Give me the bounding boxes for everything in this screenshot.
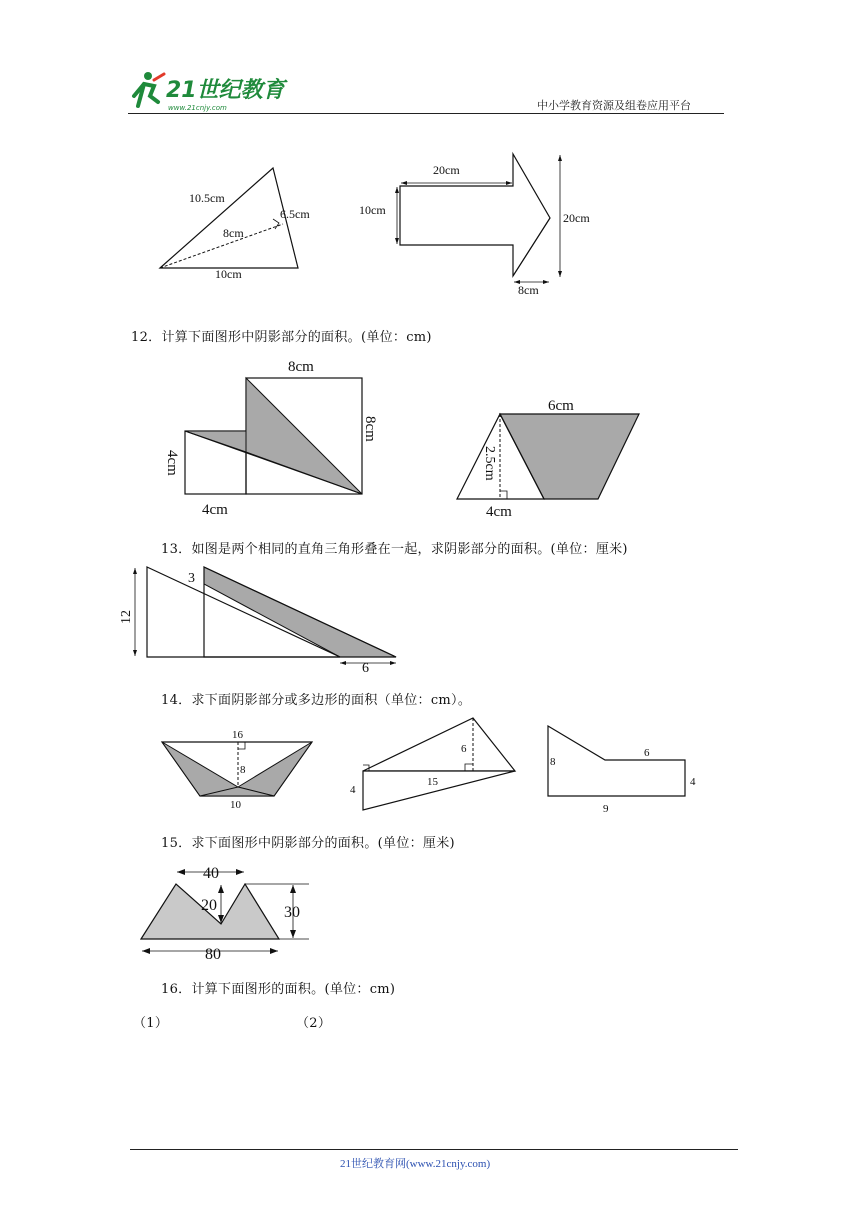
site-tagline: 中小学教育资源及组卷应用平台	[537, 99, 691, 112]
svg-text:4: 4	[350, 784, 356, 796]
question-16: 16．计算下面图形的面积。(单位：cm)	[161, 982, 396, 997]
svg-text:8: 8	[550, 756, 556, 768]
figure-q14-3	[540, 718, 705, 818]
figure-q14-1	[160, 724, 315, 814]
svg-text:6.5cm: 6.5cm	[280, 207, 310, 221]
site-logo	[128, 66, 298, 114]
svg-text:10.5cm: 10.5cm	[189, 191, 225, 205]
svg-text:8: 8	[240, 764, 246, 776]
figure-triangle	[155, 160, 330, 285]
svg-text:10cm: 10cm	[215, 267, 242, 281]
footer-divider	[130, 1149, 738, 1150]
svg-text:3: 3	[188, 571, 195, 586]
svg-text:6: 6	[644, 747, 650, 759]
svg-text:15: 15	[427, 776, 438, 788]
svg-text:20cm: 20cm	[433, 163, 460, 177]
question-16-part-2: （2）	[296, 1016, 332, 1031]
figure-q12-1	[158, 354, 388, 524]
question-15: 15．求下面图形中阴影部分的面积。(单位：厘米)	[161, 836, 455, 851]
figure-q15	[135, 858, 315, 968]
question-12: 12．计算下面图形中阴影部分的面积。(单位：cm)	[131, 330, 432, 345]
figure-q14-2	[345, 714, 525, 814]
question-16-part-1: （1）	[133, 1016, 169, 1031]
svg-text:8cm: 8cm	[362, 416, 378, 442]
svg-text:6cm: 6cm	[548, 398, 574, 414]
footer-link[interactable]: 21世纪教育网(www.21cnjy.com)	[340, 1158, 491, 1170]
svg-text:6: 6	[461, 743, 467, 755]
figure-arrow	[355, 150, 605, 298]
runner-icon	[134, 72, 164, 106]
svg-text:20: 20	[201, 897, 217, 914]
svg-text:4: 4	[690, 776, 696, 788]
question-14: 14．求下面阴影部分或多边形的面积（单位：cm）。	[161, 693, 472, 708]
svg-text:16: 16	[232, 729, 243, 741]
svg-text:80: 80	[205, 946, 221, 963]
svg-text:8cm: 8cm	[223, 226, 244, 240]
svg-text:30: 30	[284, 904, 300, 921]
svg-text:12: 12	[119, 610, 134, 624]
svg-text:20cm: 20cm	[563, 211, 590, 225]
svg-text:2.5cm: 2.5cm	[482, 446, 497, 481]
svg-text:6: 6	[362, 661, 369, 676]
header-divider	[128, 113, 724, 114]
svg-text:4cm: 4cm	[202, 502, 228, 518]
svg-text:9: 9	[603, 803, 609, 815]
svg-text:8cm: 8cm	[288, 359, 314, 375]
svg-text:10: 10	[230, 799, 241, 811]
svg-text:4cm: 4cm	[486, 504, 512, 520]
logo-url: www.21cnjy.com	[168, 104, 227, 112]
svg-text:10cm: 10cm	[359, 203, 386, 217]
svg-text:40: 40	[203, 865, 219, 882]
figure-q13	[119, 560, 410, 676]
figure-q12-2	[452, 396, 647, 522]
question-13: 13．如图是两个相同的直角三角形叠在一起，求阴影部分的面积。(单位：厘米)	[161, 542, 628, 557]
svg-text:8cm: 8cm	[518, 283, 539, 297]
logo-text: 21世纪教育	[166, 78, 285, 103]
svg-text:4cm: 4cm	[164, 450, 180, 476]
